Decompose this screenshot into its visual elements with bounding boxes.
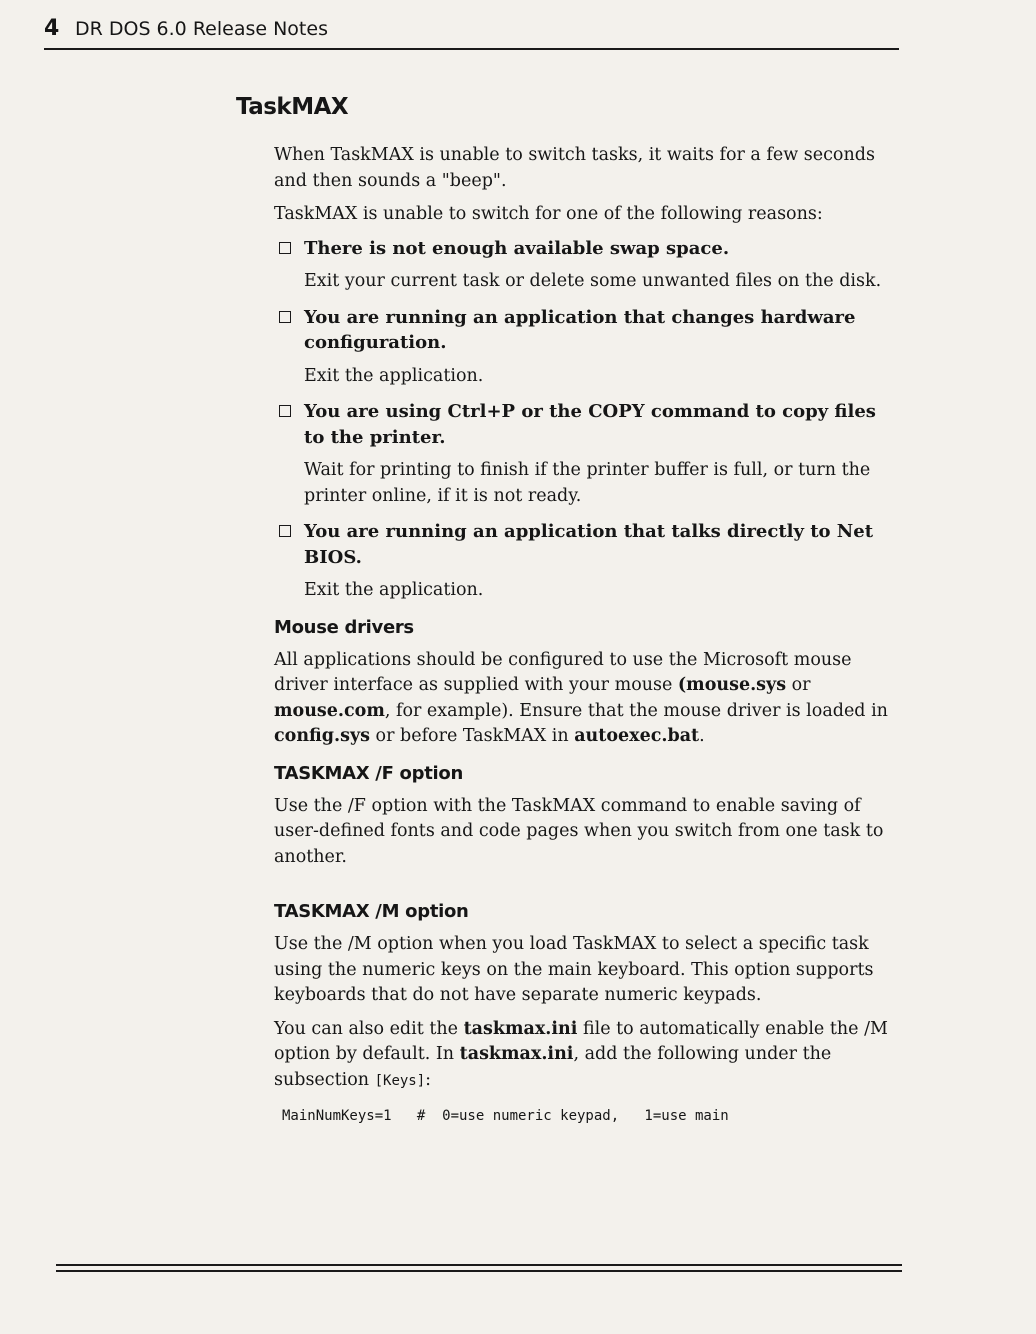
checkbox-icon [279,525,291,537]
text-run: or before TaskMAX in [369,726,575,746]
reason-item [274,519,894,604]
text-run: . [699,726,705,746]
reason-title: You are running an application that changes hardware configuration. [304,306,856,353]
reason-title: You are using Ctrl+P or the COPY command to copy files to the printer. [304,401,876,448]
bold-filename: config.sys [274,726,370,746]
text-run: , for example). Ensure that the mouse driver is loaded in [384,700,888,721]
reasons-intro: TaskMAX is unable to switch for one of the following reasons: [274,204,823,224]
page-header [44,16,899,50]
bold-filename: taskmax.ini [463,1018,578,1039]
mouse-drivers-heading: Mouse drivers [274,616,414,638]
section-title: TaskMAX [236,94,349,120]
intro-paragraph: When TaskMAX is unable to switch tasks, it waits for a few seconds and then sounds a "beep". [274,145,875,191]
checkbox-icon [279,405,291,417]
text-run: file to automatically enable the /M option by default. In [274,1018,888,1064]
page-number: 4 [44,16,60,41]
bold-filename: (mouse.sys [677,675,787,695]
code-sample: MainNumKeys=1 # 0=use numeric keypad, 1=use main [282,1108,729,1124]
reason-item [274,236,894,295]
reason-title: You are running an application that talks directly to Net BIOS. [304,521,874,568]
reason-item [274,305,894,390]
footer-rule [56,1264,902,1266]
f-option-heading: TASKMAX /F option [274,762,463,784]
text-run: : [425,1069,432,1090]
main-content [274,143,894,1126]
reason-text: Wait for printing to finish if the printer buffer is full, or turn the printer online, if it is not ready. [304,460,871,506]
footer-rule [56,1270,902,1272]
reason-text: Exit the application. [304,365,484,386]
f-option-paragraph: Use the /F option with the TaskMAX command to enable saving of user-defined fonts and code pages when you switch from one task to another. [274,795,884,867]
reason-text: Exit your current task or delete some unwanted files on the disk. [304,271,882,291]
m-option-heading: TASKMAX /M option [274,901,469,922]
m-option-paragraph: Use the /M option when you load TaskMAX to select a specific task using the numeric keys on the main keyboard. This option supports keyboards that do not have separate numeric keypads. [274,934,874,1005]
text-run: You can also edit the [274,1018,464,1039]
inline-code: [Keys] [374,1072,426,1089]
reason-title: There is not enough available swap space. [304,237,730,259]
bold-filename: mouse.com [274,700,385,721]
bold-filename: autoexec.bat [574,726,700,746]
reason-item [274,399,894,509]
mouse-drivers-paragraph [274,648,894,750]
m-option-ini-paragraph [274,1017,894,1095]
text-run: , add the following under the subsection [274,1044,832,1090]
text-run: All applications should be configured to use the Microsoft mouse driver interface as supplied with your mouse [274,649,852,695]
bold-filename: taskmax.ini [459,1044,574,1064]
checkbox-icon [279,242,291,254]
reason-text: Exit the application. [304,580,484,600]
checkbox-icon [279,311,291,323]
text-run: or [786,675,811,695]
running-title: DR DOS 6.0 Release Notes [75,18,328,40]
